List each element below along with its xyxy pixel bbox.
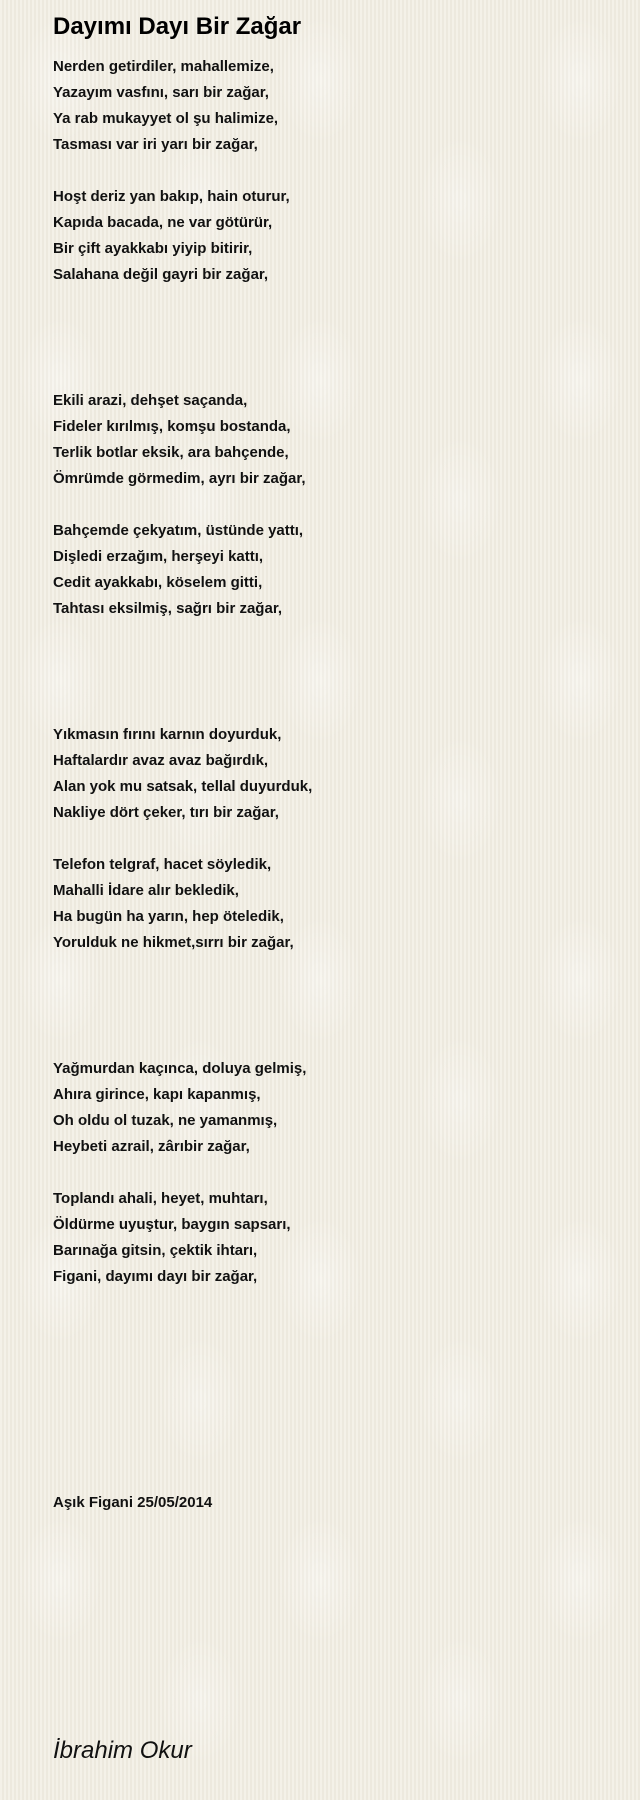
poem-line: Bir çift ayakkabı yiyip bitirir, [53,240,253,257]
section-gap [53,622,613,722]
poem-line: Ömrümde görmedim, ayrı bir zağar, [53,470,306,487]
stanza-gap [53,826,613,852]
poem-title: Dayımı Dayı Bir Zağar [53,13,302,40]
stanza-2 [53,184,613,288]
stanza-8 [53,1186,613,1290]
poem-line: Ahıra girince, kapı kapanmış, [53,1086,261,1103]
poem-page [53,0,613,1764]
poem-line: Nerden getirdiler, mahallemize, [53,58,274,75]
poem-line: Oh oldu ol tuzak, ne yamanmış, [53,1112,278,1129]
poem-line: Telefon telgraf, hacet söyledik, [53,856,272,873]
poem-line: Alan yok mu satsak, tellal duyurduk, [53,778,313,795]
stanza-7 [53,1056,613,1160]
poem-line: Yorulduk ne hikmet,sırrı bir zağar, [53,934,294,951]
stanza-gap [53,492,613,518]
poem-line: Figani, dayımı dayı bir zağar, [53,1268,258,1285]
poem-line: Mahalli İdare alır bekledik, [53,882,239,899]
poem-line: Salahana değil gayri bir zağar, [53,266,269,283]
poem-line: Nakliye dört çeker, tırı bir zağar, [53,804,279,821]
poem-line: Kapıda bacada, ne var götürür, [53,214,273,231]
poem-line: Haftalardır avaz avaz bağırdık, [53,752,269,769]
stanza-5 [53,722,613,826]
section-gap [53,956,613,1056]
stanza-4 [53,518,613,622]
stanza-gap [53,158,613,184]
poem-signature: Aşık Figani 25/05/2014 [53,1494,213,1511]
stanza-3 [53,388,613,492]
poem-line: Fideler kırılmış, komşu bostanda, [53,418,291,435]
poem-line: Terlik botlar eksik, ara bahçende, [53,444,289,461]
poem-body [53,54,613,1290]
poem-line: Barınağa gitsin, çektik ihtarı, [53,1242,258,1259]
poem-line: Tasması var iri yarı bir zağar, [53,136,258,153]
poem-line: Cedit ayakkabı, köselem gitti, [53,574,263,591]
stanza-6 [53,852,613,956]
poem-line: Yıkmasın fırını karnın doyurduk, [53,726,282,743]
poem-line: Öldürme uyuştur, baygın sapsarı, [53,1216,291,1233]
poem-line: Yazayım vasfını, sarı bir zağar, [53,84,269,101]
poem-line: Heybeti azrail, zârıbir zağar, [53,1138,250,1155]
poem-line: Yağmurdan kaçınca, doluya gelmiş, [53,1060,307,1077]
poem-line: Tahtası eksilmiş, sağrı bir zağar, [53,600,282,617]
poem-line: Ha bugün ha yarın, hep öteledik, [53,908,284,925]
poem-line: Ekili arazi, dehşet saçanda, [53,392,248,409]
poem-line: Ya rab mukayyet ol şu halimize, [53,110,279,127]
poem-line: Dişledi erzağım, herşeyi kattı, [53,548,264,565]
stanza-1 [53,54,613,158]
poem-line: Hoşt deriz yan bakıp, hain oturur, [53,188,290,205]
stanza-gap [53,1160,613,1186]
poem-line: Bahçemde çekyatım, üstünde yattı, [53,522,304,539]
section-gap [53,288,613,388]
author-name: İbrahim Okur [53,1737,192,1764]
poem-line: Toplandı ahali, heyet, muhtarı, [53,1190,268,1207]
